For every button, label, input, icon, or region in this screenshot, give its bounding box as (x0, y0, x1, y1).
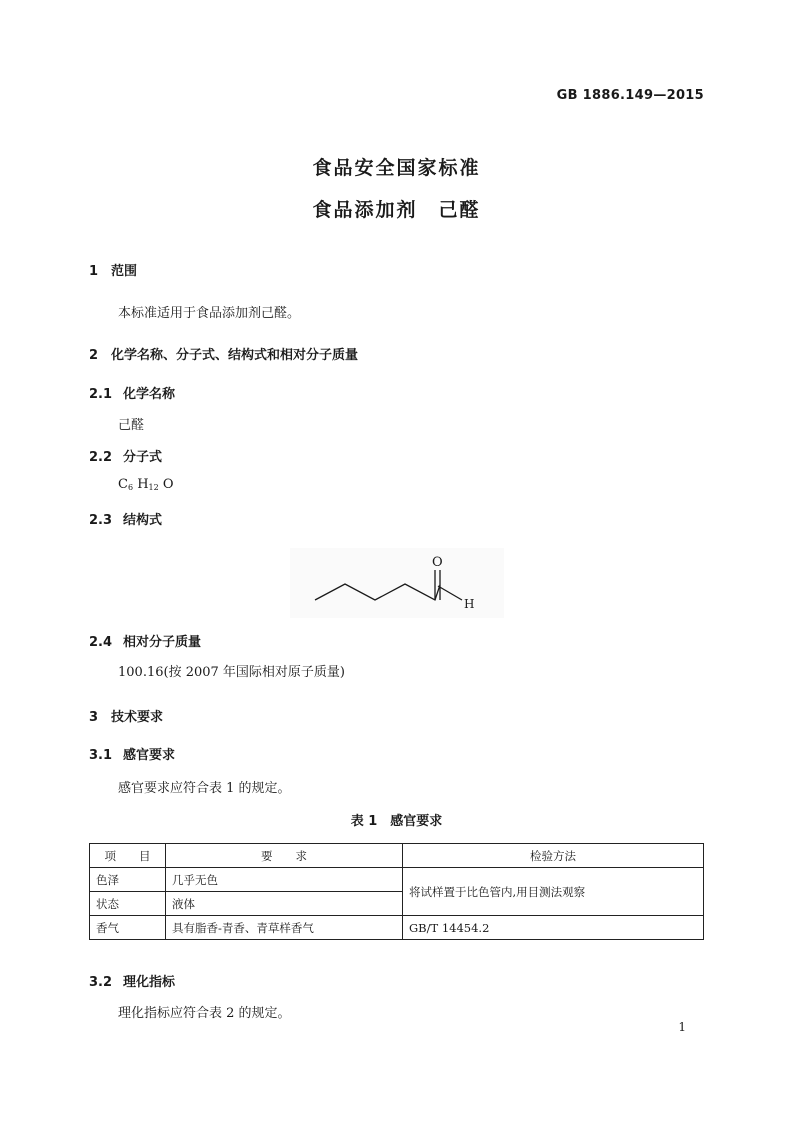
table-cell-requirement: 具有脂香-青香、青草样香气 (166, 916, 403, 940)
section-1-heading (89, 260, 137, 279)
table-cell-item: 色泽 (90, 868, 166, 892)
section-title: 相对分子质量 (123, 635, 202, 650)
section-number: 1 (89, 264, 99, 279)
hydrogen-atom-label: H (464, 597, 475, 611)
section-title: 范围 (111, 264, 138, 279)
section-1-text: 本标准适用于食品添加剂己醛。 (118, 306, 301, 321)
section-number: 3 (89, 710, 99, 725)
table-cell-requirement: 几乎无色 (166, 868, 403, 892)
section-number: 2.2 (89, 450, 113, 465)
section-title: 化学名称 (123, 387, 176, 402)
table-cell-item: 状态 (90, 892, 166, 916)
section-2-4-heading (89, 631, 201, 650)
aldehyde-h-bond (438, 586, 462, 600)
section-number: 2.1 (89, 387, 113, 402)
table-cell-method: GB/T 14454.2 (403, 916, 704, 940)
sensory-requirements-table (89, 843, 704, 940)
section-number: 2.3 (89, 513, 113, 528)
section-title: 技术要求 (111, 710, 164, 725)
chemical-name: 己醛 (118, 418, 145, 433)
table-cell-method: 将试样置于比色管内,用目测法观察 (403, 868, 704, 916)
standard-code: GB 1886.149—2015 (556, 88, 704, 103)
table-cell-item: 香气 (90, 916, 166, 940)
section-3-2-heading (89, 971, 175, 990)
section-title: 分子式 (123, 450, 163, 465)
table-header-cell: 要 求 (166, 844, 403, 868)
table-row (90, 868, 704, 892)
section-2-3-heading (89, 509, 162, 528)
section-3-1-heading (89, 744, 175, 763)
section-number: 2.4 (89, 635, 113, 650)
molecular-weight: 100.16(按 2007 年国际相对原子质量) (118, 665, 345, 680)
table-cell-requirement: 液体 (166, 892, 403, 916)
section-number: 2 (89, 348, 99, 363)
section-number: 3.1 (89, 748, 113, 763)
section-3-2-text: 理化指标应符合表 2 的规定。 (118, 1006, 291, 1021)
carbon-chain-bond (315, 584, 440, 600)
section-2-1-heading (89, 383, 175, 402)
table-header-cell: 项 目 (90, 844, 166, 868)
section-title: 结构式 (123, 513, 163, 528)
section-title: 理化指标 (123, 975, 176, 990)
section-2-2-heading (89, 446, 162, 465)
table-header-cell: 检验方法 (403, 844, 704, 868)
page-number: 1 (678, 1020, 686, 1034)
molecular-formula: $C_6$ $H_{12}$ O (118, 477, 174, 492)
table-1-caption: 表 1 感官要求 (350, 814, 443, 829)
section-3-1-text: 感官要求应符合表 1 的规定。 (118, 781, 291, 796)
document-title: 食品安全国家标准 (312, 157, 481, 179)
table-row (90, 916, 704, 940)
section-3-heading (89, 706, 163, 725)
section-title: 感官要求 (123, 748, 176, 763)
structural-formula (290, 548, 504, 618)
section-2-heading (89, 344, 358, 363)
section-title: 化学名称、分子式、结构式和相对分子质量 (111, 348, 359, 363)
table-header-row (90, 844, 704, 868)
document-subtitle: 食品添加剂 己醛 (312, 199, 481, 221)
section-number: 3.2 (89, 975, 113, 990)
oxygen-atom-label: O (432, 555, 443, 570)
